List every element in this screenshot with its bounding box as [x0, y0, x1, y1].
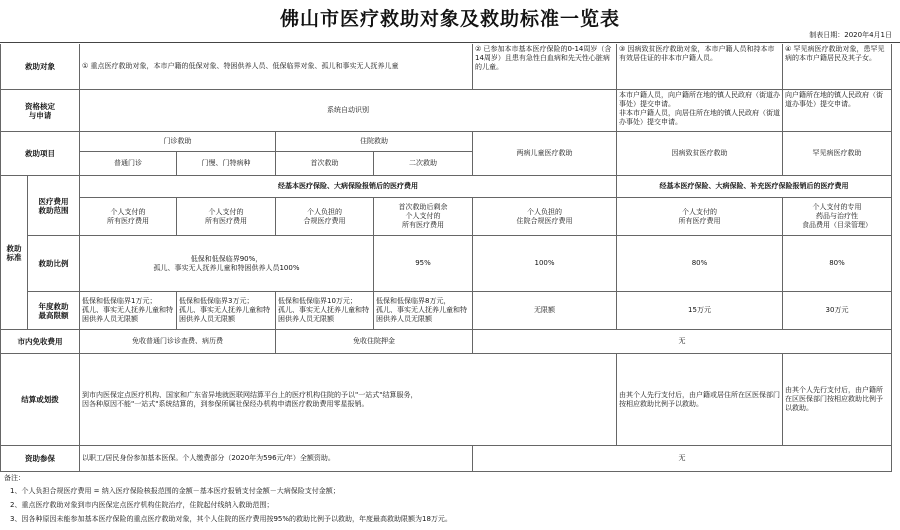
item-outpatient: 门诊救助 [80, 132, 276, 152]
ratio-1: 低保和低保临界90%， 孤儿、事实无人抚养儿童和特困供养人员100% [80, 236, 374, 292]
settle-3: 由其个人先行支付后，由户籍或居住所在区医保部门按相应救助比例予以救助。 [617, 354, 783, 446]
insured-1: 以职工/居民身份参加基本医保。个人缴费部分（2020年为596元/年）全额资助。 [80, 446, 473, 472]
cap-1: 低保和低保临界1万元； 孤儿、事实无人抚养儿童和特困供养人员无限额 [80, 292, 177, 330]
page-title: 佛山市医疗救助对象及救助标准一览表 [279, 8, 620, 30]
item-child: 两病儿童医疗救助 [473, 132, 617, 176]
cap-2: 低保和低保临界3万元； 孤儿、事实无人抚养儿童和特困供养人员无限额 [177, 292, 276, 330]
label-cap: 年度救助 最高限额 [28, 292, 80, 330]
ratio-4: 80% [617, 236, 783, 292]
recipient-1: ① 重点医疗救助对象，本市户籍的低保对象、特困供养人员、低保临界对象、孤儿和事实无人抚养儿童 [80, 44, 473, 90]
scope-1: 个人支付的 所有医疗费用 [80, 198, 177, 236]
ratio-2: 95% [374, 236, 473, 292]
scope-5: 个人负担的 住院合规医疗费用 [473, 198, 617, 236]
label-insured: 资助参保 [0, 446, 80, 472]
note-3: 3、因各种原因未能参加基本医疗保险的重点医疗救助对象，其个人住院的医疗费用按95%的救助比例予以救助，年度最高救助限额为18万元。 [10, 515, 452, 523]
scope-header-1: 经基本医疗保险、大病保险报销后的医疗费用 [80, 176, 617, 198]
cap-6: 15万元 [617, 292, 783, 330]
settle-1: 到市内医保定点医疗机构、国家和广东省异地就医联网结算平台上的医疗机构住院的予以"一站式"结算服务， 因各种原因不能"一站式"系统结算的，到参保所属社保经办机构申请医疗救助费用零星报销。 [80, 354, 617, 446]
label-free: 市内免收费用 [0, 330, 80, 354]
scope-4: 首次救助后剩余 个人支付的 所有医疗费用 [374, 198, 473, 236]
verify-poverty: 本市户籍人员，向户籍所在地的镇人民政府（街道办事处）提交申请。 非本市户籍人员，向居住所在地的镇人民政府（街道办事处）提交申请。 [617, 90, 783, 132]
date-label: 制表日期：2020年4月1日 [809, 31, 892, 39]
ratio-3: 100% [473, 236, 617, 292]
cap-5: 无限额 [473, 292, 617, 330]
label-scope: 医疗费用 救助范围 [28, 176, 80, 236]
scope-2: 个人支付的 所有医疗费用 [177, 198, 276, 236]
item-inpatient: 住院救助 [276, 132, 473, 152]
label-settle: 结算或划拨 [0, 354, 80, 446]
recipient-3: ③ 因病致贫医疗救助对象，本市户籍人员和持本市有效居住证的非本市户籍人员。 [617, 44, 783, 90]
free-1: 免收普通门诊诊查费、病历费 [80, 330, 276, 354]
insured-2: 无 [473, 446, 892, 472]
item-second: 二次救助 [374, 152, 473, 176]
item-general: 普通门诊 [80, 152, 177, 176]
settle-4: 由其个人先行支付后，由户籍所在区医保部门按相应救助比例予以救助。 [783, 354, 892, 446]
notes-head: 备注： [4, 474, 25, 482]
free-3: 无 [473, 330, 892, 354]
free-2: 免收住院押金 [276, 330, 473, 354]
verify-rare: 向户籍所在地的镇人民政府（街道办事处）提交申请。 [783, 90, 892, 132]
label-standard: 救助 标准 [0, 176, 28, 330]
scope-3: 个人负担的 合规医疗费用 [276, 198, 374, 236]
note-2: 2、重点医疗救助对象到市内医保定点医疗机构住院治疗，住院起付线纳入救助范围； [10, 501, 274, 509]
item-special: 门慢、门特病种 [177, 152, 276, 176]
item-first: 首次救助 [276, 152, 374, 176]
top-divider [0, 42, 900, 43]
ratio-5: 80% [783, 236, 892, 292]
scope-6: 个人支付的 所有医疗费用 [617, 198, 783, 236]
item-rare: 罕见病医疗救助 [783, 132, 892, 176]
cap-3: 低保和低保临界10万元； 孤儿、事实无人抚养儿童和特困供养人员无限额 [276, 292, 374, 330]
label-items: 救助项目 [0, 132, 80, 176]
scope-7: 个人支付的专用 药品与治疗性 食品费用（目录管理） [783, 198, 892, 236]
cap-4: 低保和低保临界8万元， 孤儿、事实无人抚养儿童和特困供养人员无限额 [374, 292, 473, 330]
recipient-4: ④ 罕见病医疗救助对象，患罕见病的本市户籍居民及其子女。 [783, 44, 892, 90]
recipient-2: ② 已参加本市基本医疗保险的0-14周岁（含14周岁）且患有急性白血病和先天性心脏病的儿童。 [473, 44, 617, 90]
item-poverty: 因病致贫医疗救助 [617, 132, 783, 176]
label-verify: 资格核定 与申请 [0, 90, 80, 132]
scope-header-2: 经基本医疗保险、大病保险、补充医疗保险报销后的医疗费用 [617, 176, 892, 198]
cap-7: 30万元 [783, 292, 892, 330]
label-ratio: 救助比例 [28, 236, 80, 292]
verify-auto: 系统自动识别 [80, 90, 617, 132]
label-recipients: 救助对象 [0, 44, 80, 90]
note-1: 1、个人负担合规医疗费用 = 纳入医疗保险核报范围的金额－基本医疗报销支付金额－大病保险支付金额； [10, 487, 340, 495]
